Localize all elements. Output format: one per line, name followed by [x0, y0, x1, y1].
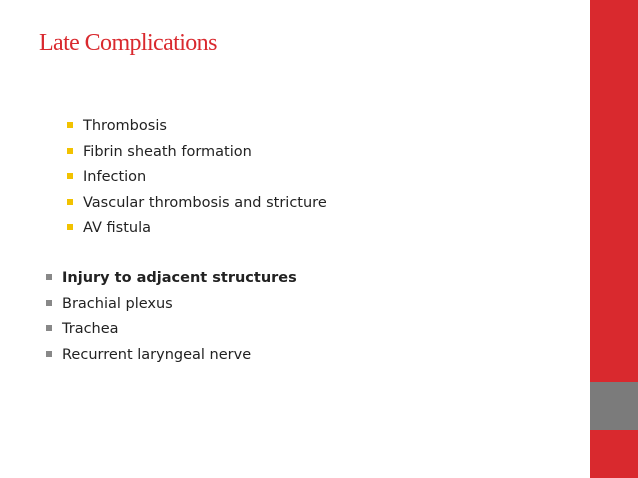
square-bullet-icon	[67, 224, 73, 230]
list-item	[67, 167, 327, 193]
main-bullet-list	[46, 268, 297, 370]
square-bullet-icon	[67, 148, 73, 154]
list-item-label: Thrombosis	[83, 118, 167, 134]
list-item	[46, 319, 297, 345]
square-bullet-icon	[46, 300, 52, 306]
slide-title: Late Complications	[39, 30, 217, 56]
list-item-label: Recurrent laryngeal nerve	[62, 346, 252, 363]
list-item-label: AV fistula	[83, 220, 151, 236]
list-item-label: Vascular thrombosis and stricture	[83, 194, 327, 211]
list-item	[46, 294, 297, 320]
square-bullet-icon	[67, 199, 73, 205]
list-item	[67, 193, 327, 219]
square-bullet-icon	[46, 351, 52, 357]
decorative-sidebar	[590, 0, 638, 478]
list-item-label: Brachial plexus	[62, 295, 173, 312]
sidebar-red-block	[590, 0, 638, 382]
list-item	[67, 218, 327, 244]
list-item	[46, 345, 297, 371]
square-bullet-icon	[67, 122, 73, 128]
list-item-label: Injury to adjacent structures	[62, 270, 297, 286]
sidebar-red-block	[590, 430, 638, 478]
sub-bullet-list	[67, 116, 327, 244]
square-bullet-icon	[46, 274, 52, 280]
list-item-label: Trachea	[62, 321, 119, 337]
list-item	[46, 268, 297, 294]
square-bullet-icon	[67, 173, 73, 179]
square-bullet-icon	[46, 325, 52, 331]
list-item-label: Infection	[83, 169, 147, 185]
list-item	[67, 142, 327, 168]
sidebar-gray-block	[590, 382, 638, 430]
list-item	[67, 116, 327, 142]
list-item-label: Fibrin sheath formation	[83, 143, 252, 160]
